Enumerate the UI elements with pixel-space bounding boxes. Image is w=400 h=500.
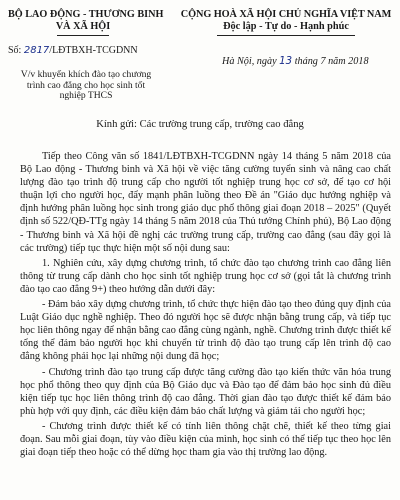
date-day-handwritten: 13 [279, 56, 293, 67]
paragraph: - Chương trình đào tạo trung cấp được tăng cường đào tạo kiến thức văn hóa trung học phổ thông theo quy định của Bộ Giáo dục và Đào tạo để đảm bảo học sinh đủ điều kiện tiếp tục học liên thông trình độ cao đẳng. Thời gian đào tạo được thiết kế đảm bảo phù hợp với quy định, các điều kiện đảm bảo chất lượng và giảm tải cho người học; [20, 366, 391, 417]
date-before: Hà Nội, ngày [222, 56, 277, 67]
issuing-agency [8, 9, 164, 36]
motto-underline [217, 35, 355, 36]
document-number-handwritten: 2817 [23, 45, 50, 56]
paragraph: 1. Nghiên cứu, xây dựng chương trình, tổ chức đào tạo chương trình cao đẳng liên thông từ trung cấp dành cho học sinh tốt nghiệp trung học cơ sở (gọi tắt là chương trình đào tạo cao đẳng 9+) theo hướng dẫn dưới đây: [20, 257, 391, 295]
document-number-suffix: /LĐTBXH-TCGDNN [49, 45, 138, 56]
paragraph: Tiếp theo Công văn số 1841/LĐTBXH-TCGDNN ngày 14 tháng 5 năm 2018 của Bộ Lao động - Thương binh và Xã hội về việc tăng cường tuyển sinh và nâng cao chất lượng đào tạo trình độ trung cấp cho người tốt nghiệp trung học cơ sở, để tạo cơ hội thuận lợi cho người học, đẩy mạnh phân luồng theo Đề án "Giáo dục hướng nghiệp và định hướng phân luồng học sinh trong giáo dục phổ thông giai đoạn 2018 – 2025" (Quyết định số 522/QĐ-TTg ngày 14 tháng 5 năm 2018 của Thủ tướng Chính phủ), Bộ Lao động - Thương binh và Xã hội đề nghị các trường trung cấp, trường cao đẳng (sau đây gọi là các trường) tiếp tục thực hiện một số nội dung sau: [20, 151, 391, 254]
paragraph: - Đảm bảo xây dựng chương trình, tổ chức thực hiện đào tạo theo đúng quy định của Luật Giáo dục nghề nghiệp. Theo đó người học sẽ được nhận bằng trung cấp, và tiếp tục học liên thông ngay để nhận bằng cao đẳng cùng ngành, nghề. Chương trình được thiết kế tổng thể đảm bảo người học khi chuyển từ trình độ đào tạo trung cấp lên trình độ cao đẳng không phải học lại những nội dung đã học; [20, 299, 391, 363]
document-number-prefix: Số: [8, 45, 22, 56]
national-motto: Độc lập - Tự do - Hạnh phúc [223, 21, 349, 32]
letter-body [20, 150, 391, 461]
document-subject: V/v khuyến khích đào tạo chương trình cao đẳng cho học sinh tốt nghiệp THCS [20, 69, 152, 101]
recipient-line: Kính gửi: Các trường trung cấp, trường cao đẳng [96, 119, 304, 130]
national-heading [175, 9, 397, 36]
agency-underline [57, 35, 109, 36]
ministry-name-line1: BỘ LAO ĐỘNG - THƯƠNG BINH [8, 9, 164, 20]
document-number [8, 45, 138, 56]
date-line [222, 56, 369, 67]
date-after: tháng 7 năm 2018 [294, 56, 369, 67]
country-name: CỘNG HOÀ XÃ HỘI CHỦ NGHĨA VIỆT NAM [180, 9, 392, 20]
paragraph: - Chương trình được thiết kế có tính liên thông chặt chẽ, thiết kế theo từng giai đoạn. Sau mỗi giai đoạn, tùy vào điều kiện của mình, học sinh có thể tiếp tục theo học lên giai đoạn tiếp theo hoặc có thể dừng học tham gia vào thị trường lao động. [20, 420, 391, 459]
ministry-name-line2: VÀ XÃ HỘI [55, 21, 111, 32]
